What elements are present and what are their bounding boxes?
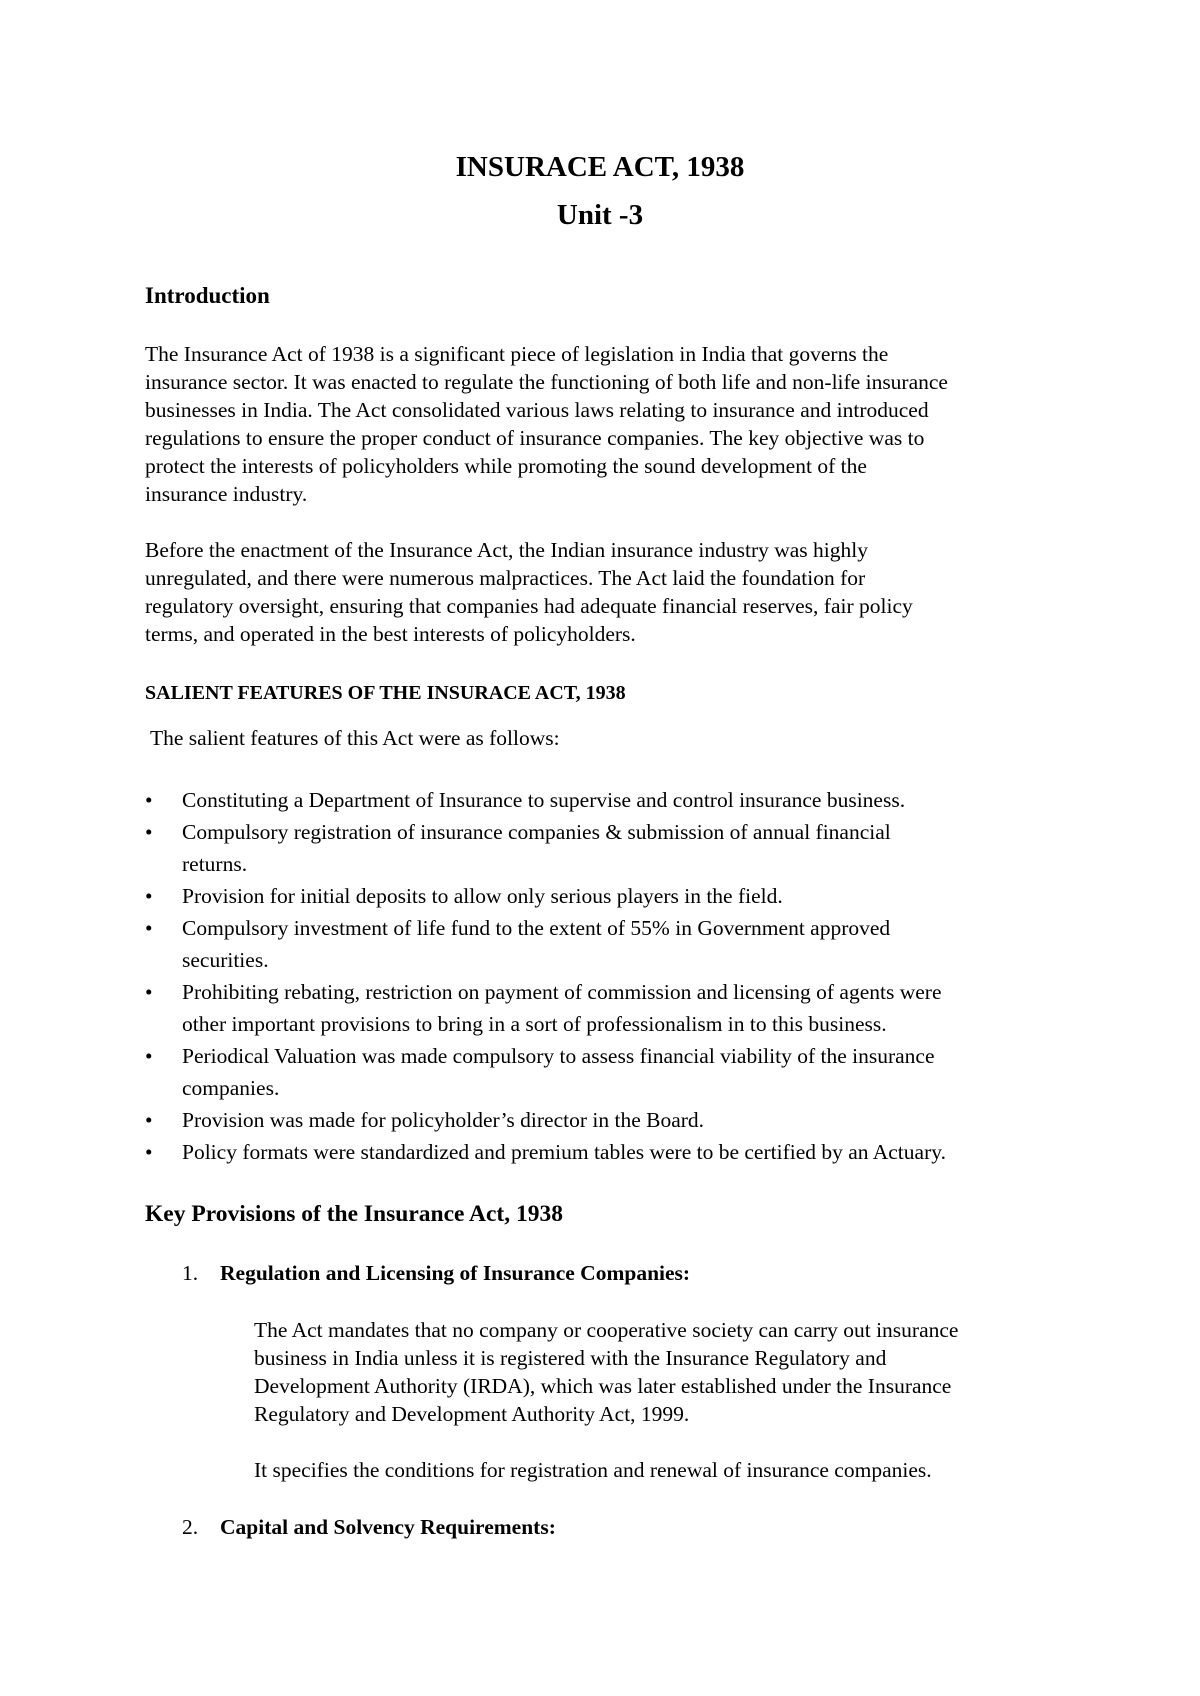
list-item [145, 784, 1085, 816]
paragraph-line: The Insurance Act of 1938 is a significant piece of legislation in India that governs the [145, 342, 889, 366]
provision-1-heading [182, 1259, 690, 1287]
provision-title: Capital and Solvency Requirements: [220, 1515, 556, 1539]
introduction-heading: Introduction [145, 283, 270, 308]
paragraph-line: The Act mandates that no company or cooperative society can carry out insurance [254, 1318, 959, 1342]
provision-2-heading [182, 1513, 556, 1541]
bullet-icon: • [145, 820, 153, 844]
paragraph-line: terms, and operated in the best interests of policyholders. [145, 622, 636, 646]
list-item [145, 1136, 1085, 1168]
provision-1-paragraph-2: It specifies the conditions for registration and renewal of insurance companies. [254, 1458, 932, 1482]
list-item-line: Prohibiting rebating, restriction on payment of commission and licensing of agents were [182, 980, 942, 1004]
list-item [145, 816, 1085, 880]
list-item-line: other important provisions to bring in a sort of professionalism in to this business. [182, 1012, 887, 1036]
paragraph-line: Before the enactment of the Insurance Act, the Indian insurance industry was highly [145, 538, 869, 562]
paragraph-line: protect the interests of policyholders while promoting the sound development of the [145, 454, 867, 478]
paragraph-line: insurance industry. [145, 482, 308, 506]
list-item [145, 1040, 1085, 1104]
list-item [145, 912, 1085, 976]
provision-number: 2. [182, 1515, 199, 1539]
paragraph-line: business in India unless it is registered with the Insurance Regulatory and [254, 1346, 887, 1370]
document-subtitle: Unit -3 [556, 199, 644, 231]
bullet-icon: • [145, 788, 153, 812]
bullet-icon: • [145, 980, 153, 1004]
bullet-icon: • [145, 1108, 153, 1132]
paragraph-line: Development Authority (IRDA), which was later established under the Insurance [254, 1374, 952, 1398]
key-provisions-heading: Key Provisions of the Insurance Act, 1938 [145, 1201, 563, 1227]
bullet-icon: • [145, 1044, 153, 1068]
bullet-icon: • [145, 884, 153, 908]
introduction-paragraph-2 [145, 536, 1075, 648]
paragraph-line: regulatory oversight, ensuring that companies had adequate financial reserves, fair policy [145, 594, 913, 618]
paragraph-line: unregulated, and there were numerous malpractices. The Act laid the foundation for [145, 566, 866, 590]
provision-1-paragraph-1 [254, 1316, 1084, 1428]
list-item-line: Provision was made for policyholder’s director in the Board. [182, 1108, 705, 1132]
list-item-line: Periodical Valuation was made compulsory to assess financial viability of the insurance [182, 1044, 935, 1068]
list-item-line: companies. [182, 1076, 280, 1100]
bullet-icon: • [145, 916, 153, 940]
paragraph-line: regulations to ensure the proper conduct of insurance companies. The key objective was to [145, 426, 925, 450]
list-item [145, 880, 1085, 912]
list-item-line: securities. [182, 948, 269, 972]
list-item-line: Compulsory registration of insurance companies & submission of annual financial [182, 820, 891, 844]
list-item [145, 976, 1085, 1040]
paragraph-line: insurance sector. It was enacted to regulate the functioning of both life and non-life insurance [145, 370, 948, 394]
document-title: INSURACE ACT, 1938 [455, 151, 745, 183]
introduction-paragraph-1 [145, 340, 1075, 508]
paragraph-line: businesses in India. The Act consolidated various laws relating to insurance and introduced [145, 398, 929, 422]
paragraph-line: Regulatory and Development Authority Act, 1999. [254, 1402, 690, 1426]
provision-title: Regulation and Licensing of Insurance Companies: [220, 1261, 691, 1285]
salient-features-intro: The salient features of this Act were as follows: [150, 726, 560, 750]
list-item-line: Policy formats were standardized and premium tables were to be certified by an Actuary. [182, 1140, 946, 1164]
list-item-line: Provision for initial deposits to allow only serious players in the field. [182, 884, 783, 908]
list-item-line: returns. [182, 852, 248, 876]
salient-features-list [145, 784, 1085, 1168]
provision-number: 1. [182, 1261, 199, 1285]
list-item [145, 1104, 1085, 1136]
bullet-icon: • [145, 1140, 153, 1164]
list-item-line: Constituting a Department of Insurance to supervise and control insurance business. [182, 788, 906, 812]
salient-features-heading: SALIENT FEATURES OF THE INSURACE ACT, 1938 [145, 682, 626, 704]
list-item-line: Compulsory investment of life fund to the extent of 55% in Government approved [182, 916, 891, 940]
